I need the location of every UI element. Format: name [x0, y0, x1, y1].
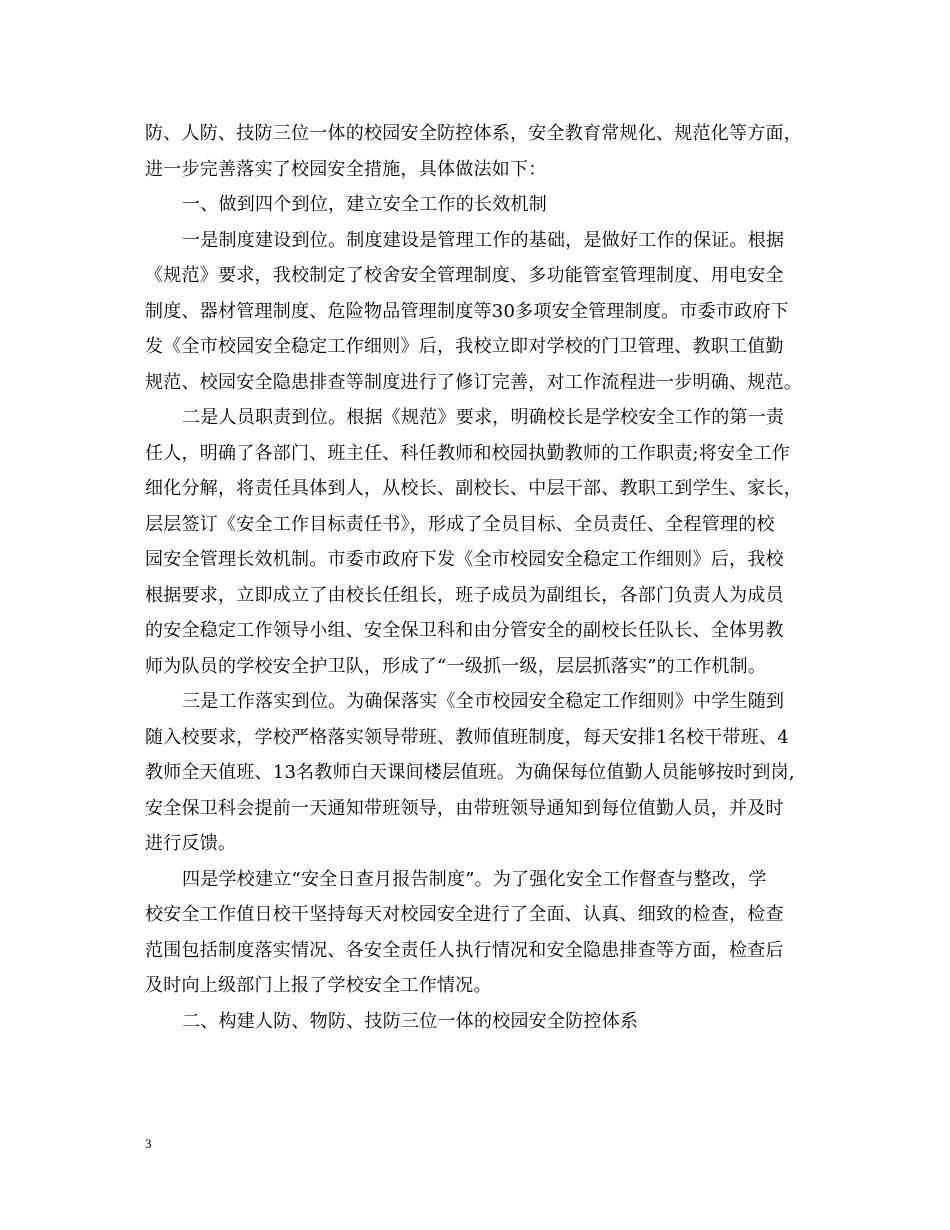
page-number: 3	[145, 1136, 152, 1151]
text-line: 及时向上级部门上报了学校安全工作情况。	[145, 975, 492, 996]
text-line: 四是学校建立“安全日查月报告制度”。为了强化安全工作督查与整改，学	[182, 868, 767, 890]
text-line: 校安全工作值日校干坚持每天对校园安全进行了全面、认真、细致的检查，检查	[145, 904, 784, 925]
text-line: 师为队员的学校安全护卫队，形成了“一级抓一级，层层抓落实”的工作机制。	[145, 655, 767, 677]
text-line: 范围包括制度落实情况、各安全责任人执行情况和安全隐患排查等方面，检查后	[145, 939, 784, 961]
text-line: 细化分解，将责任具体到人，从校长、副校长、中层干部、教职工到学生、家长，	[145, 478, 802, 499]
text-line: 《规范》要求，我校制定了校舍安全管理制度、多功能管室管理制度、用电安全	[145, 265, 784, 286]
text-line: 进一步完善落实了校园安全措施，具体做法如下：	[145, 158, 547, 180]
text-line: 教师全天值班、13名教师白天课间楼层值班。为确保每位值勤人员能够按时到岗,	[145, 762, 795, 783]
text-line: 防、人防、技防三位一体的校园安全防控体系，安全教育常规化、规范化等方面，	[145, 123, 802, 144]
text-line: 层层签订《安全工作目标责任书》，形成了全员目标、全员责任、全程管理的校	[145, 513, 775, 535]
text-line: 发《全市校园安全稳定工作细则》后，我校立即对学校的门卫管理、教职工值勤	[145, 336, 784, 357]
text-line: 安全保卫科会提前一天通知带班领导，由带班领导通知到每位值勤人员，并及时	[145, 797, 784, 819]
text-line: 一是制度建设到位。制度建设是管理工作的基础，是做好工作的保证。根据	[182, 229, 785, 251]
text-line: 园安全管理长效机制。市委市政府下发《全市校园安全稳定工作细则》后，我校	[145, 549, 784, 570]
text-line: 三是工作落实到位。为确保落实《全市校园安全稳定工作细则》中学生随到	[182, 691, 785, 712]
text-line: 进行反馈。	[145, 833, 237, 854]
text-line: 任人，明确了各部门、班主任、科任教师和校园执勤教师的工作职责;将安全工作	[145, 442, 791, 464]
body-text	[145, 116, 807, 1039]
text-line: 的安全稳定工作领导小组、安全保卫科和由分管安全的副校长任队长、全体男教	[145, 620, 784, 641]
section-heading: 一、做到四个到位，建立安全工作的长效机制	[182, 194, 547, 215]
text-line: 制度、器材管理制度、危险物品管理制度等30多项安全管理制度。市委市政府下	[145, 300, 789, 322]
text-line: 根据要求，立即成立了由校长任组长，班子成员为副组长，各部门负责人为成员	[145, 584, 784, 606]
text-line: 二是人员职责到位。根据《规范》要求，明确校长是学校安全工作的第一责	[182, 407, 785, 428]
text-line: 随入校要求，学校严格落实领导带班、教师值班制度，每天安排1名校干带班、4	[145, 726, 789, 748]
text-line: 规范、校园安全隐患排查等制度进行了修订完善，对工作流程进一步明确、规范。	[145, 371, 802, 393]
section-heading: 二、构建人防、物防、技防三位一体的校园安全防控体系	[182, 1010, 639, 1032]
